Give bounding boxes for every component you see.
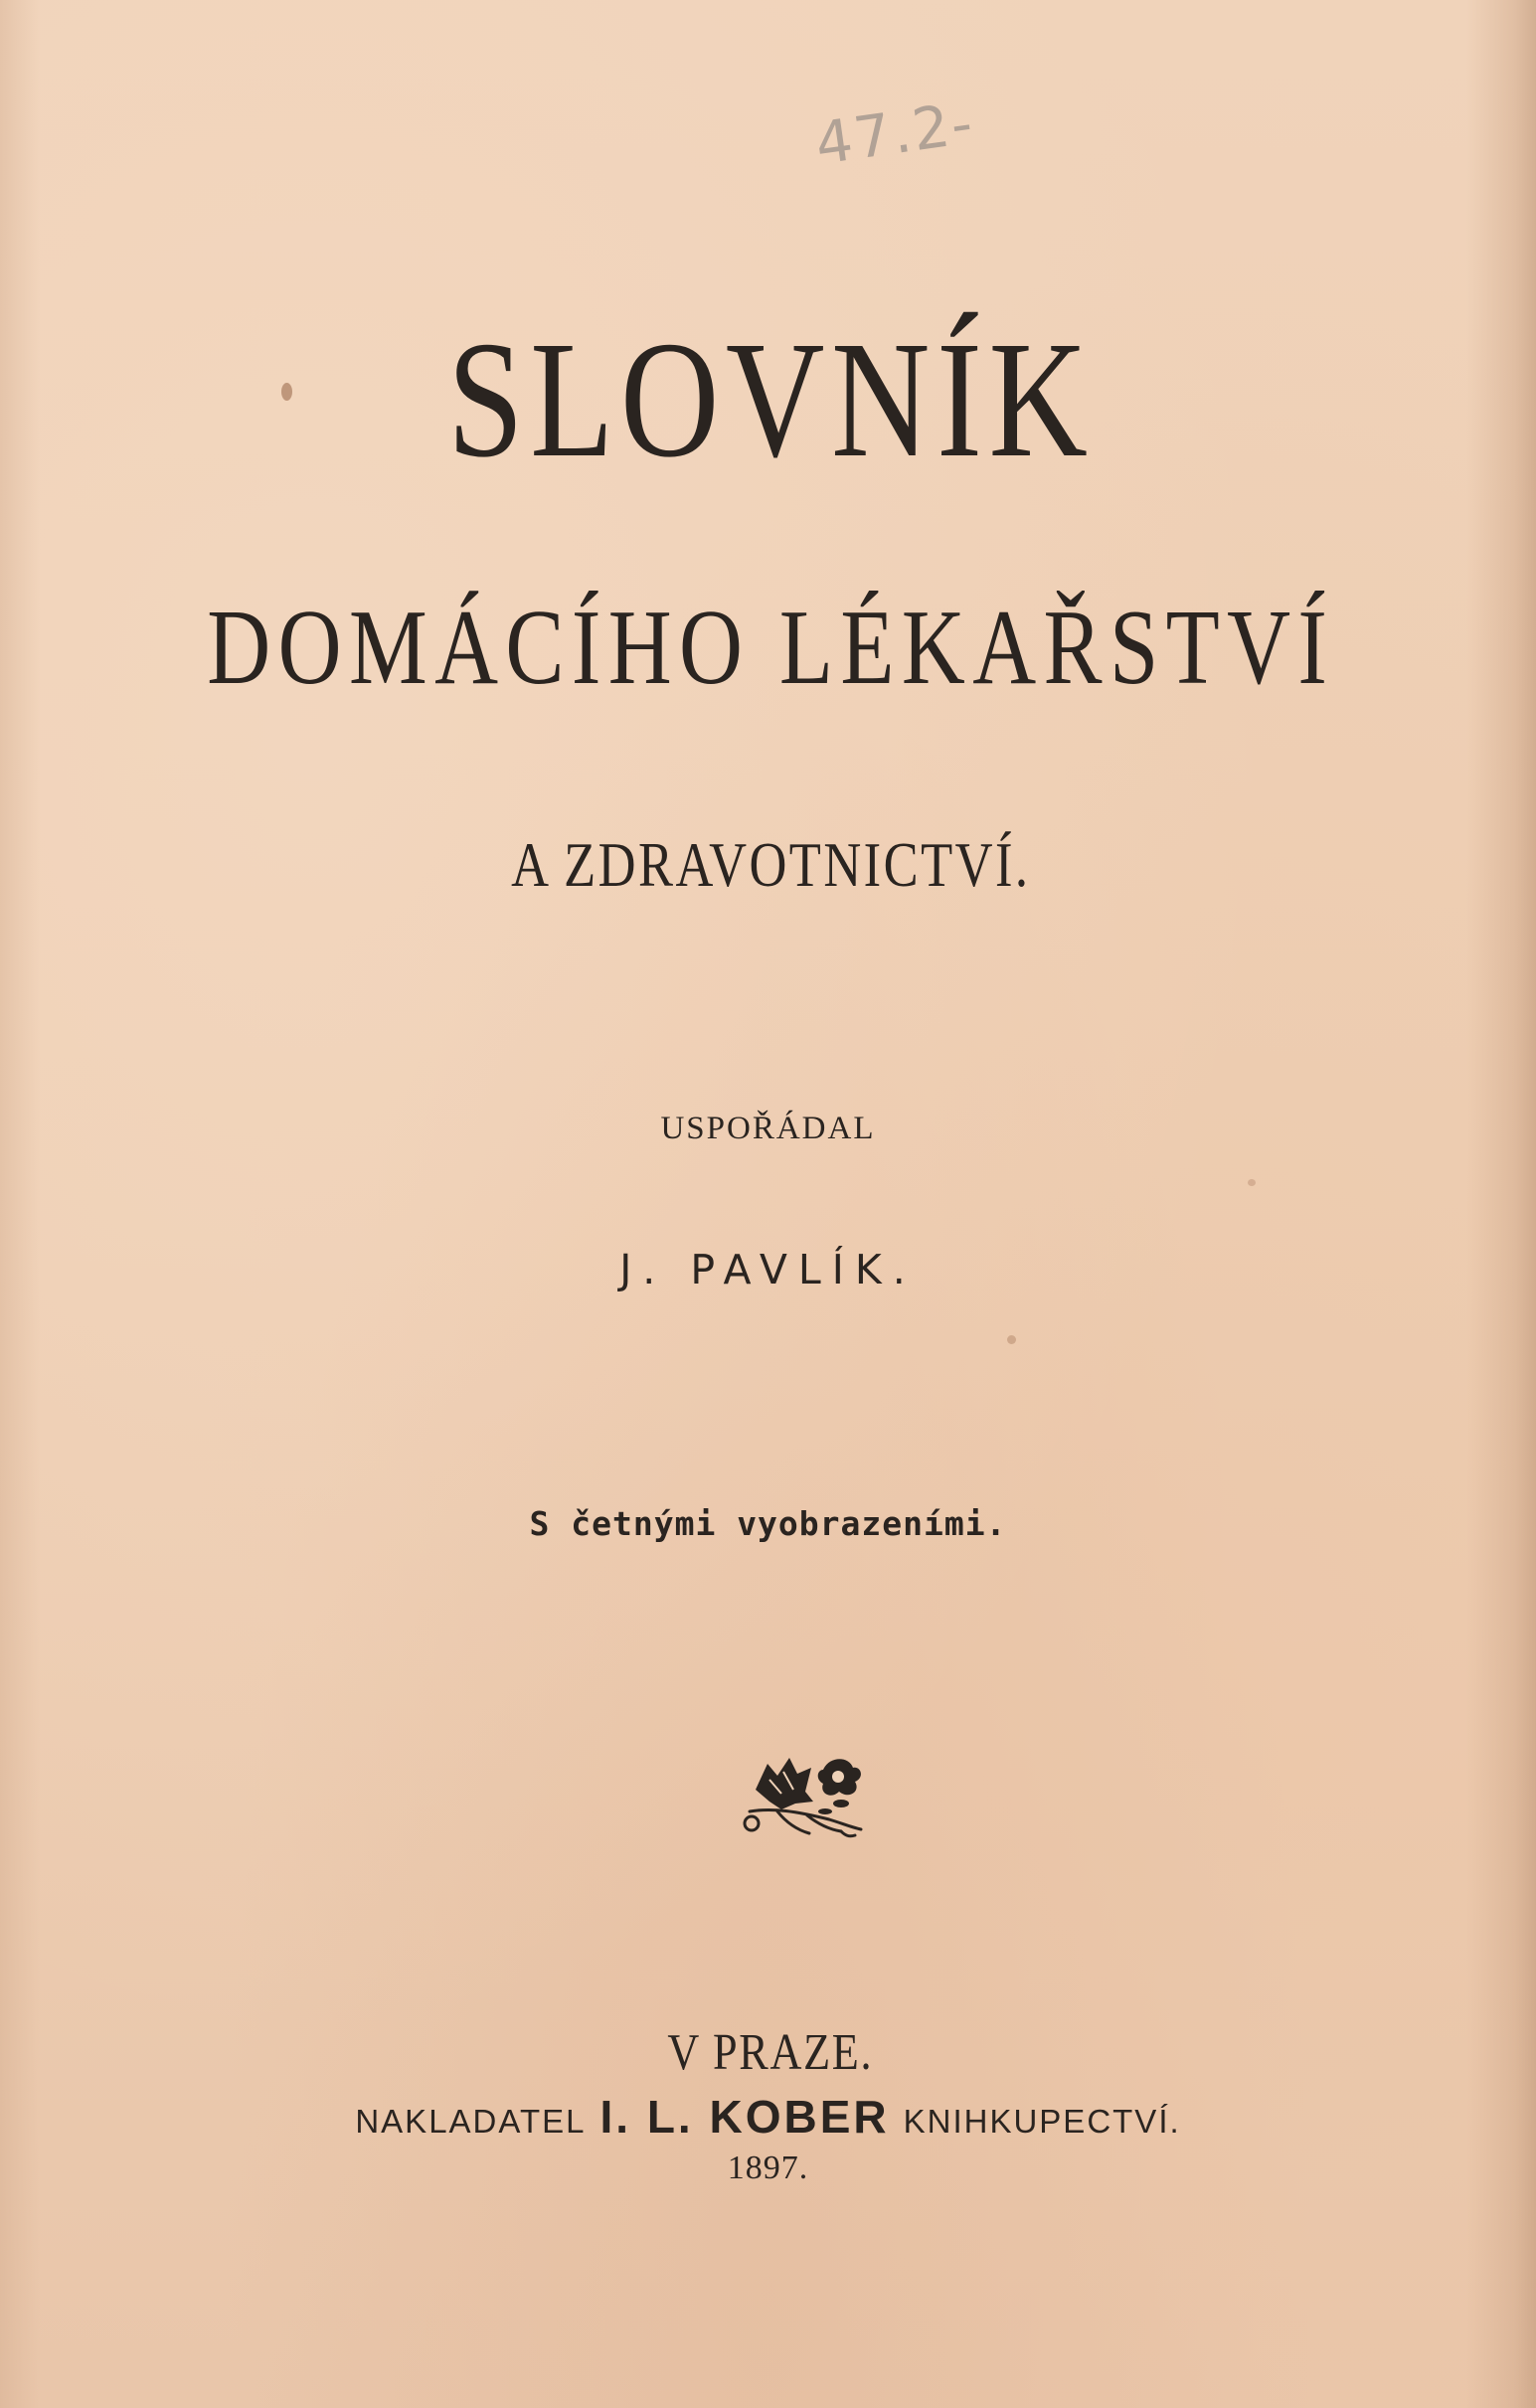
- book-subtitle: DOMÁCÍHO LÉKAŘSTVÍ: [207, 589, 1335, 707]
- book-subtitle-continued: A ZDRAVOTNICTVÍ.: [511, 829, 1031, 900]
- page-left-edge-shadow: [0, 0, 40, 2408]
- pencil-shelf-mark: 47.2-: [811, 88, 979, 178]
- ink-stain: [1248, 1179, 1256, 1186]
- publisher-prefix: NAKLADATEL: [355, 2103, 587, 2140]
- book-title: SLOVNÍK: [447, 307, 1095, 492]
- publisher-suffix: KNIHKUPECTVÍ.: [903, 2103, 1181, 2140]
- publication-place: V PRAZE.: [667, 2024, 874, 2081]
- publication-year: 1897.: [727, 2150, 809, 2186]
- ink-stain: [1007, 1335, 1016, 1344]
- page-right-edge-shadow: [1466, 0, 1536, 2408]
- illustrations-note: S četnými vyobrazeními.: [529, 1504, 1007, 1543]
- publisher-line: [0, 2090, 1536, 2144]
- author-name: J. PAVLÍK.: [619, 1246, 917, 1293]
- floral-vignette-icon: [738, 1750, 867, 1844]
- publisher-name: I. L. KOBER: [599, 2091, 890, 2143]
- arranged-by-label: USPOŘÁDAL: [660, 1111, 876, 1146]
